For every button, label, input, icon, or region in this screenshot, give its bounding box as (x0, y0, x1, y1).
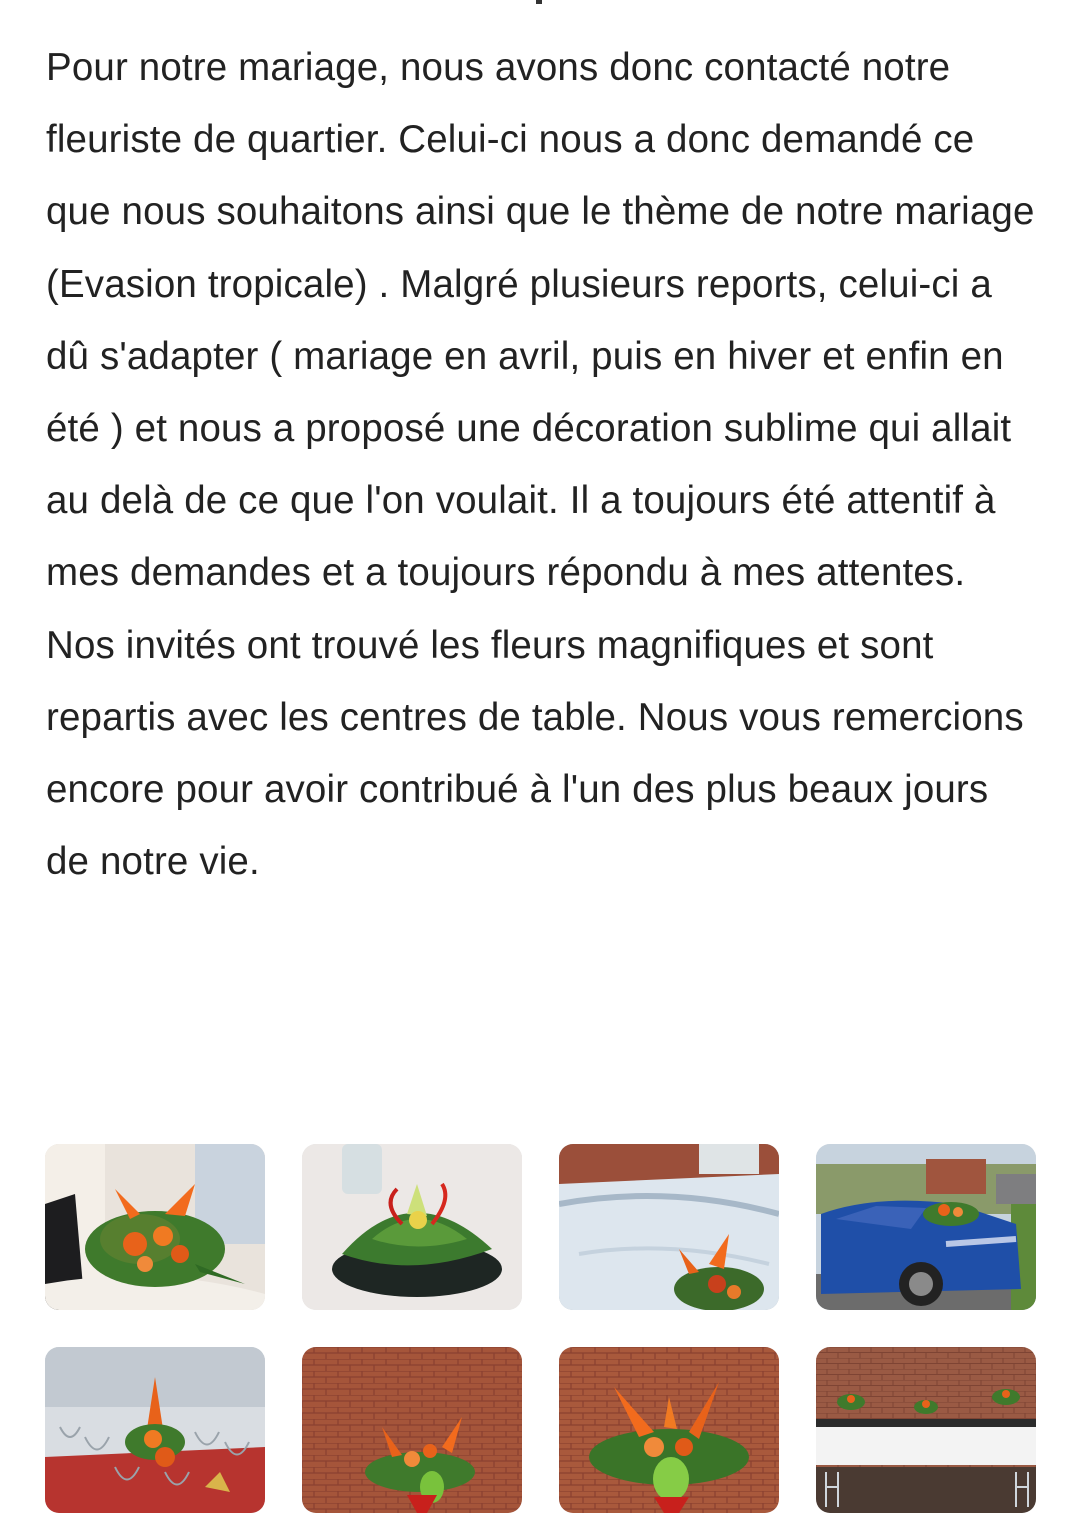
table-setting-image (45, 1347, 265, 1513)
review-body (46, 32, 1041, 898)
gallery-photo-5[interactable] (45, 1347, 265, 1513)
photo-gallery (45, 1144, 1035, 1513)
white-car-flowers-image (559, 1144, 779, 1310)
gallery-photo-8[interactable] (816, 1347, 1036, 1513)
bouquet-on-chair-image (45, 1144, 265, 1310)
review-text: Pour notre mariage, nous avons donc contacté notre fleuriste de quartier. Celui-ci nous a donc demandé ce que nous souhaitons ainsi que le thème de notre mariage (Evasion tropicale) . Malgré plusieurs reports, celui-ci a dû s'adapter ( mariage en avril, puis en hiver et enfin en été ) et nous a proposé une décoration sublime qui allait au delà de ce que l'on voulait. Il a toujours été attentif à mes demandes et a toujours répondu à mes attentes. Nos invités ont trouvé les fleurs magnifiques et sont repartis avec les centres de table. Nous vous remercions encore pour avoir contribué à l'un des plus beaux jours de notre vie. (46, 46, 1035, 884)
gallery-photo-2[interactable] (302, 1144, 522, 1310)
reception-hall-image (816, 1347, 1036, 1513)
partial-heading-glyph (528, 0, 548, 6)
gallery-photo-7[interactable] (559, 1347, 779, 1513)
partial-heading (0, 0, 1080, 6)
gallery-photo-1[interactable] (45, 1144, 265, 1310)
gallery-photo-6[interactable] (302, 1347, 522, 1513)
brick-wall-arrangement-image (302, 1347, 522, 1513)
leaf-centerpiece-image (302, 1144, 522, 1310)
blue-car-flowers-image (816, 1144, 1036, 1310)
gallery-photo-3[interactable] (559, 1144, 779, 1310)
gallery-photo-4[interactable] (816, 1144, 1036, 1310)
brick-wall-closeup-image (559, 1347, 779, 1513)
